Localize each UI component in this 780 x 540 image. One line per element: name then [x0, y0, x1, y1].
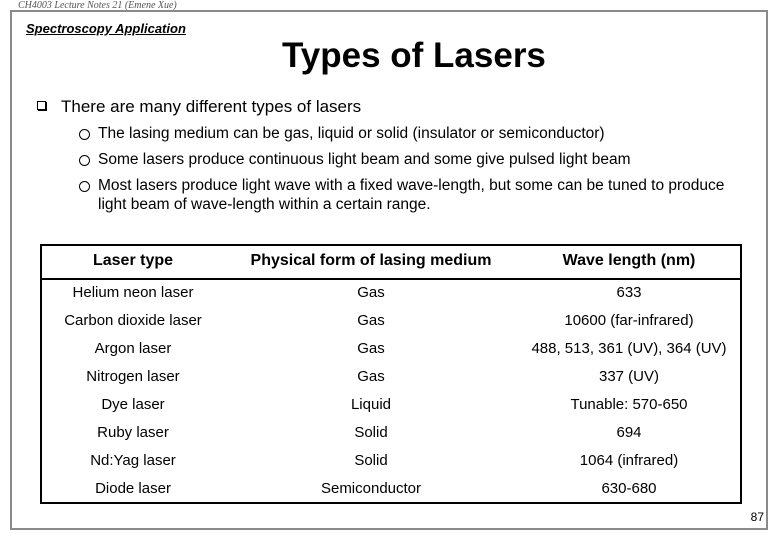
column-header-laser-type: Laser type: [92, 252, 174, 269]
page-number: 87: [750, 510, 764, 524]
cell-laser-type: Ruby laser: [97, 423, 169, 441]
section-label: Spectroscopy Application: [26, 21, 186, 36]
cell-physical-form: Liquid: [350, 395, 392, 413]
cell-physical-form: Gas: [357, 339, 385, 357]
cell-laser-type: Dye laser: [101, 395, 165, 413]
table-header-divider: [40, 278, 742, 280]
square-bullet-icon: [37, 101, 46, 110]
table-row: [40, 418, 742, 446]
cell-physical-form: Solid: [354, 451, 388, 469]
column-header-wave-length: Wave length (nm): [562, 252, 696, 269]
cell-wave-length: 694: [616, 423, 642, 441]
cell-wave-length: 10600 (far-infrared): [564, 311, 694, 329]
column-header-physical-form: Physical form of lasing medium: [250, 252, 492, 269]
laser-types-table: [40, 244, 742, 502]
table-row: [40, 306, 742, 334]
cell-wave-length: Tunable: 570-650: [570, 395, 688, 413]
cell-wave-length: 488, 513, 361 (UV), 364 (UV): [531, 339, 727, 357]
table-row: [40, 474, 742, 502]
table-header-row: [40, 244, 742, 278]
cell-laser-type: Carbon dioxide laser: [64, 311, 202, 329]
circle-bullet-icon: [79, 155, 90, 166]
cell-laser-type: Helium neon laser: [72, 283, 194, 301]
sub-bullet-2: Some lasers produce continuous light beam and some give pulsed light beam: [98, 151, 631, 168]
circle-bullet-icon: [79, 181, 90, 192]
cell-laser-type: Argon laser: [94, 339, 172, 357]
main-bullet-text: There are many different types of lasers: [61, 97, 362, 116]
header-note: CH4003 Lecture Notes 21 (Emene Xue): [18, 0, 177, 11]
cell-physical-form: Solid: [354, 423, 388, 441]
table-row: [40, 446, 742, 474]
table-row: [40, 390, 742, 418]
slide-title: Types of Lasers: [282, 36, 546, 75]
table-row: [40, 278, 742, 306]
cell-physical-form: Gas: [357, 367, 385, 385]
cell-wave-length: 1064 (infrared): [579, 451, 679, 469]
table-row: [40, 362, 742, 390]
cell-wave-length: 337 (UV): [598, 367, 660, 385]
table-row: [40, 334, 742, 362]
cell-laser-type: Nd:Yag laser: [90, 451, 176, 469]
cell-wave-length: 630-680: [601, 479, 657, 497]
cell-physical-form: Gas: [357, 283, 385, 301]
sub-bullet-1: The lasing medium can be gas, liquid or solid (insulator or semiconductor): [98, 125, 605, 142]
cell-wave-length: 633: [616, 283, 642, 301]
sub-bullet-3: Most lasers produce light wave with a fixed wave-length, but some can be tuned to produce light beam of wave-length within a certain range.: [98, 177, 725, 213]
cell-physical-form: Semiconductor: [320, 479, 422, 497]
circle-bullet-icon: [79, 129, 90, 140]
cell-laser-type: Nitrogen laser: [86, 367, 180, 385]
cell-laser-type: Diode laser: [95, 479, 171, 497]
cell-physical-form: Gas: [357, 311, 385, 329]
